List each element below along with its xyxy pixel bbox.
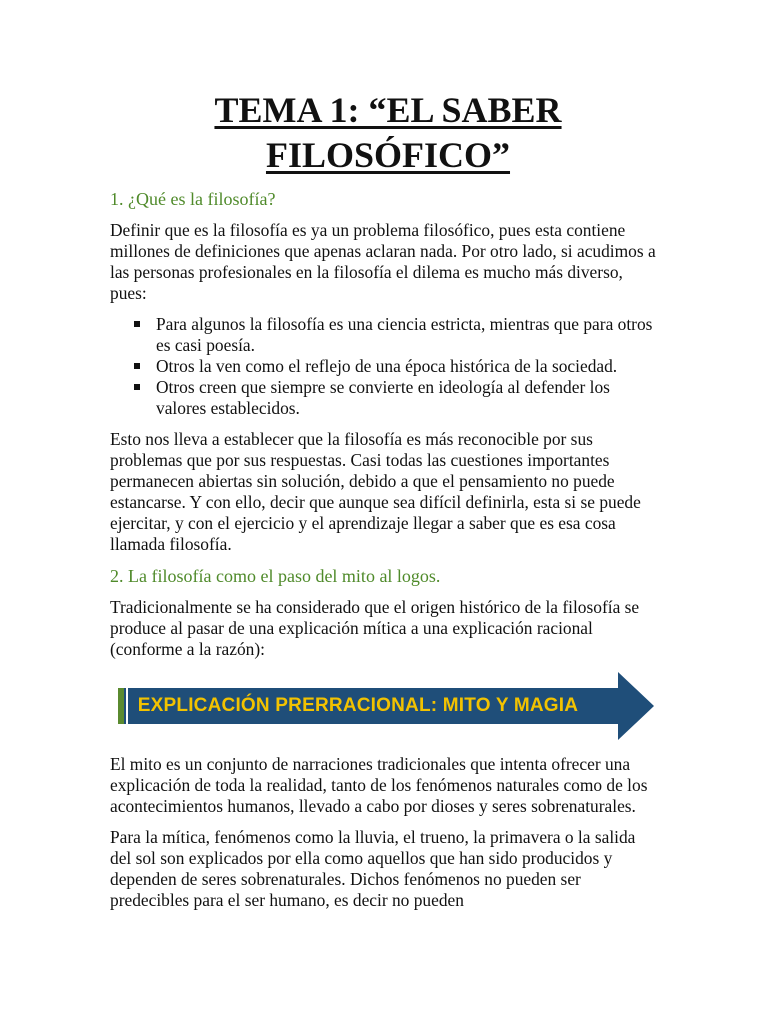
square-bullet-icon: [134, 363, 140, 369]
list-item-text: Otros la ven como el reflejo de una época histórica de la sociedad.: [156, 356, 618, 376]
section-1-conclusion: Esto nos lleva a establecer que la filosofía es más reconocible por sus problemas que por sus respuestas. Casi todas las cuestiones importantes permanecen abiertas sin solución, debido a que el pensamiento no puede estancarse. Y con ello, decir que aunque sea difícil definirla, esta si se puede ejercitar, y con el ejercicio y el aprendizaje llegar a saber que es esa cosa llamada filosofía.: [110, 429, 641, 554]
bullet-list: [110, 314, 658, 419]
section-2-heading: 2. La filosofía como el paso del mito al logos.: [110, 566, 441, 586]
title-line-2: FILOSÓFICO”: [265, 135, 511, 175]
list-item-text: Para algunos la filosofía es una ciencia estricta, mientras que para otros es casi poesía.: [156, 314, 653, 355]
arrow-banner: [110, 670, 658, 742]
list-item: [156, 356, 658, 377]
section-1-heading: 1. ¿Qué es la filosofía?: [110, 189, 276, 209]
square-bullet-icon: [134, 384, 140, 390]
section-2-intro: Tradicionalmente se ha considerado que el origen histórico de la filosofía se produce al pasar de una explicación mítica a una explicación racional (conforme a la razón):: [110, 597, 640, 659]
section-1-intro: Definir que es la filosofía es ya un problema filosófico, pues esta contiene millones de definiciones que apenas aclaran nada. Por otro lado, si acudimos a las personas profesionales en la filosofía el dilema es mucho más diverso, pues:: [110, 220, 656, 303]
document-page: [110, 88, 658, 921]
list-item-text: Otros creen que siempre se convierte en ideología al defender los valores establecidos.: [156, 377, 610, 418]
list-item: [156, 314, 658, 356]
title-line-1: TEMA 1: “EL SABER: [214, 90, 562, 130]
section-2-paragraph-1: El mito es un conjunto de narraciones tradicionales que intenta ofrecer una explicación de toda la realidad, tanto de los fenómenos naturales como de los acontecimientos humanos, llevado a cabo por dioses y seres sobrenaturales.: [110, 754, 648, 816]
list-item: [156, 377, 658, 419]
section-2-paragraph-2: Para la mítica, fenómenos como la lluvia, el trueno, la primavera o la salida del sol son explicados por ella como aquellos que han sido producidos y dependen de seres sobrenaturales. Dichos fenómenos no pueden ser predecibles para el ser humano, es decir no pueden: [110, 827, 636, 910]
square-bullet-icon: [134, 321, 140, 327]
arrow-banner-label: EXPLICACIÓN PRERRACIONAL: MITO Y MAGIA: [137, 695, 579, 716]
page-title: [110, 88, 658, 178]
